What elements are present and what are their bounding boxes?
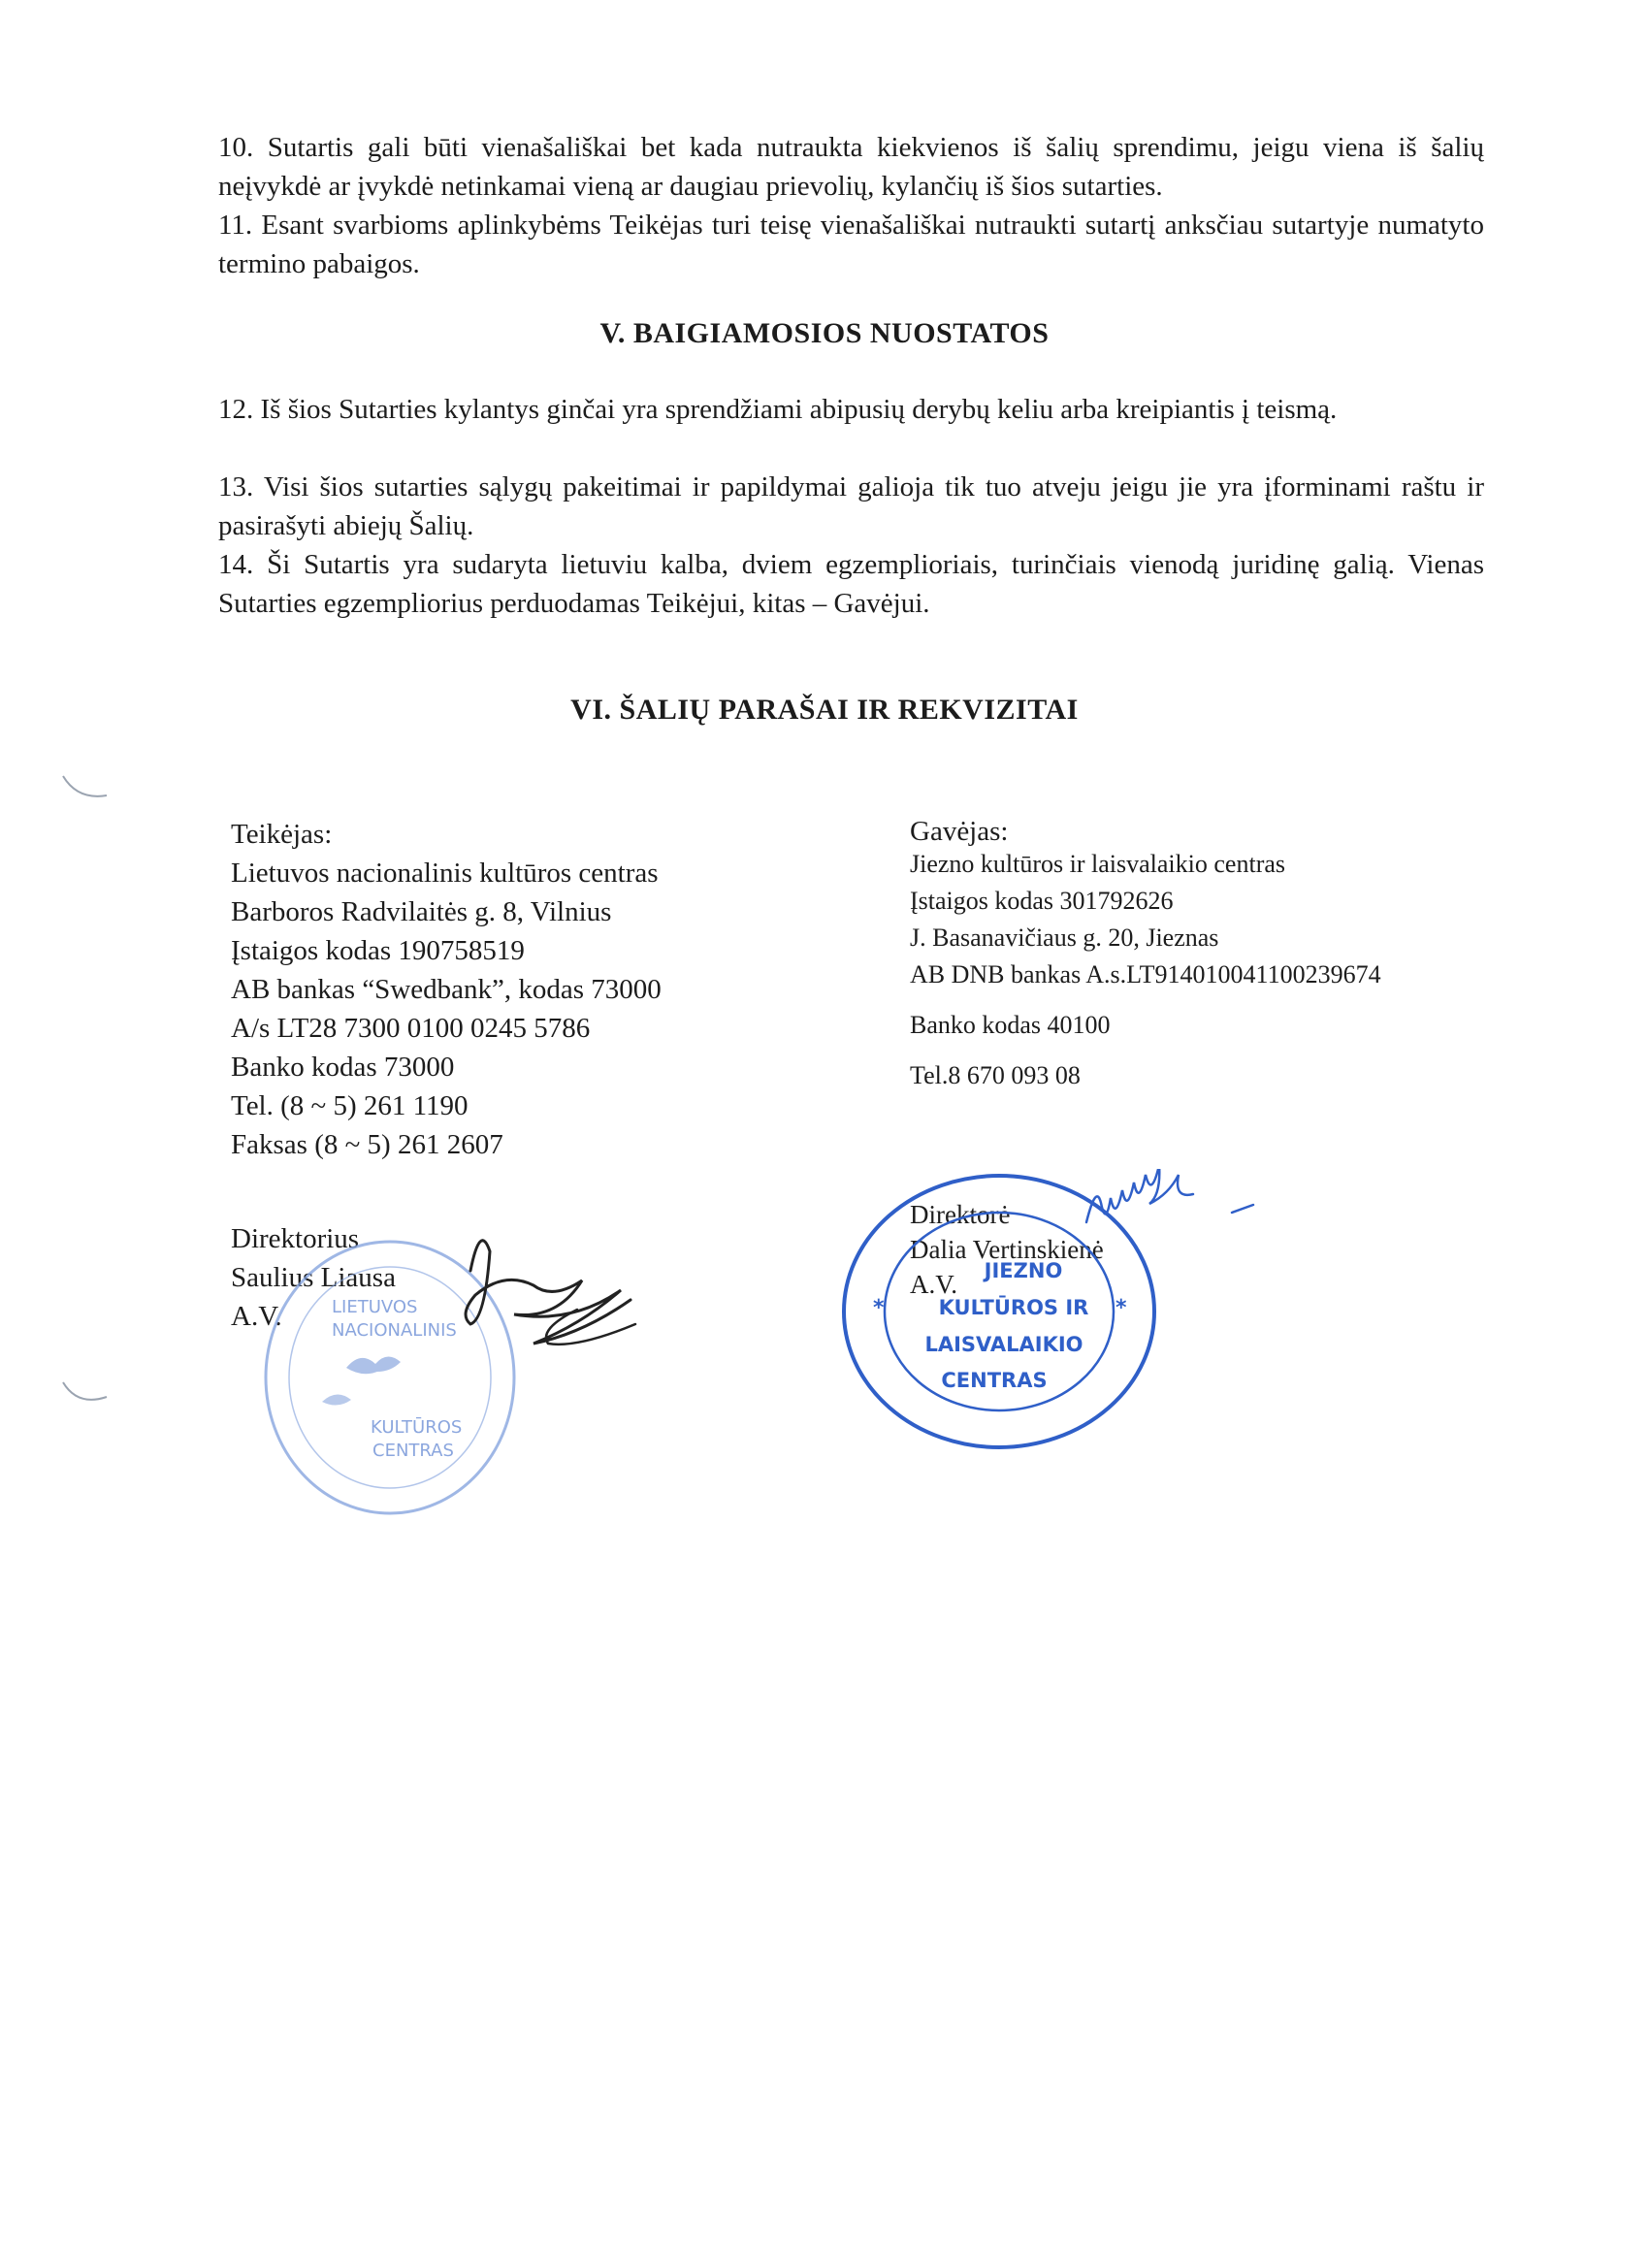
star-icon: * [1116,1296,1127,1320]
binder-hole-mark [58,1373,116,1411]
provider-name: Lietuvos nacionalinis kultūros centras [231,858,659,889]
section-v-heading: V. BAIGIAMOSIOS NUOSTATOS [599,317,1050,349]
provider-signatory-title: Direktorius [231,1223,360,1254]
section-vi-heading: VI. ŠALIŲ PARAŠAI IR REKVIZITAI [570,694,1079,726]
provider-address: Barboros Radvilaitės g. 8, Vilnius [231,896,612,927]
recipient-phone: Tel.8 670 093 08 [910,1061,1081,1089]
provider-seal-line-4: CENTRAS [372,1441,454,1461]
recipient-seal-line-4: CENTRAS [941,1369,1048,1392]
bird-emblem-icon [346,1356,401,1374]
binder-hole-mark [58,771,116,810]
paragraph-14: 14. Ši Sutartis yra sudaryta lietuviu kalba, dviem egzemplioriais, turinčiais vienodą juridinę galią. Vienas Sutarties egzempliorius perduodamas Teikėjui, kitas – Gavėjui. [218,549,1484,619]
recipient-seal-line-1: JIEZNO [984,1259,1063,1282]
provider-code: Įstaigos kodas 190758519 [231,935,525,966]
provider-seal-line-3: KULTŪROS [371,1417,463,1438]
provider-fax: Faksas (8 ~ 5) 261 2607 [231,1129,503,1160]
recipient-seal-line-3: LAISVALAIKIO [924,1333,1083,1356]
recipient-signature [1067,1169,1280,1247]
provider-signatory-name: Saulius Liausa [231,1262,396,1293]
provider-seal-line-1: LIETUVOS [332,1297,418,1317]
provider-details [231,815,662,1164]
provider-signature [432,1217,694,1363]
provider-bank-code: Banko kodas 73000 [231,1052,455,1083]
paragraph-11: 11. Esant svarbioms aplinkybėms Teikėjas turi teisę vienašališkai nutraukti sutartį anksčiau sutartyje numatyto termino pabaigos. [218,210,1484,279]
provider-bank: AB bankas “Swedbank”, kodas 73000 [231,974,662,1005]
provider-role: Teikėjas: [231,819,333,850]
recipient-seal-line-2: KULTŪROS IR [938,1296,1089,1319]
provider-seal-place: A.V. [231,1301,282,1332]
recipient-address: J. Basanavičiaus g. 20, Jieznas [910,923,1219,952]
star-icon: * [873,1296,885,1320]
recipient-name: Jiezno kultūros ir laisvalaikio centras [910,850,1286,878]
paragraph-10: 10. Sutartis gali būti vienašališkai bet kada nutraukta kiekvienos iš šalių sprendimu, jeigu viena iš šalių neįvykdė ar įvykdė netinkamai vieną ar daugiau prievolių, kylančių iš šios sutarties. [218,132,1484,202]
recipient-code: Įstaigos kodas 301792626 [910,887,1174,915]
recipient-signatory-name: Dalia Vertinskienė [910,1235,1104,1264]
paragraph-12: 12. Iš šios Sutarties kylantys ginčai yra sprendžiami abipusių derybų keliu arba kreipiantis į teismą. [218,394,1338,425]
recipient-seal-place: A.V. [910,1270,958,1299]
recipient-bank: AB DNB bankas A.s.LT914010041100239674 [910,960,1381,988]
paragraph-13: 13. Visi šios sutarties sąlygų pakeitimai ir papildymai galioja tik tuo atveju jeigu jie yra įforminami raštu ir pasirašyti abiejų Šalių. [218,471,1484,541]
recipient-signatory-title: Direktorė [910,1200,1011,1229]
recipient-role: Gavėjas: [910,816,1009,847]
provider-account: A/s LT28 7300 0100 0245 5786 [231,1013,591,1044]
bird-emblem-icon [322,1394,351,1405]
recipient-details [910,846,1381,1094]
recipient-bank-code: Banko kodas 40100 [910,1011,1111,1039]
provider-seal-line-2: NACIONALINIS [332,1320,457,1341]
provider-phone: Tel. (8 ~ 5) 261 1190 [231,1090,469,1121]
